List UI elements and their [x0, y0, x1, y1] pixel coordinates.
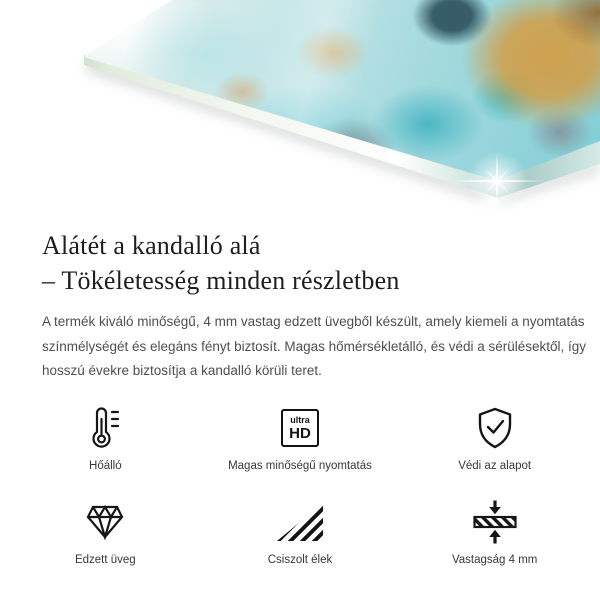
feature-protects-base — [397, 402, 592, 472]
features-grid — [8, 402, 592, 566]
shield-check-icon — [477, 402, 513, 454]
thickness-press-icon — [472, 496, 518, 548]
product-description — [42, 310, 586, 384]
polished-edges-icon — [277, 496, 323, 548]
description-line: hosszú évekre biztosítja a kandalló körüli teret. — [42, 363, 322, 378]
diamond-icon — [85, 496, 125, 548]
thermometer-icon — [88, 402, 122, 454]
feature-polished-edges — [203, 496, 398, 566]
uhd-badge-top-text: ultra — [290, 414, 310, 425]
feature-label: Magas minőségű nyomtatás — [228, 460, 372, 472]
feature-heat-resistant — [8, 402, 203, 472]
title-line-2: – Tökéletesség minden részletben — [42, 266, 400, 295]
feature-tempered-glass — [8, 496, 203, 566]
page-title — [42, 228, 400, 298]
title-line-1: Alátét a kandalló alá — [42, 231, 261, 260]
product-hero-image — [0, 0, 600, 238]
feature-label: Védi az alapot — [458, 460, 532, 472]
feature-ultra-hd-print — [203, 402, 398, 472]
feature-label: Csiszolt élek — [267, 554, 333, 566]
feature-thickness-4mm — [397, 496, 592, 566]
ultra-hd-badge-icon — [281, 402, 319, 454]
description-line: színmélységét és elegáns fényt biztosít. Magas hőmérsékletálló, és védi a sérülésektől, így — [42, 338, 587, 354]
feature-label: Hőálló — [89, 460, 122, 472]
description-line: A termék kiváló minőségű, 4 mm vastag edzett üvegből készült, amely kiemeli a nyomtatás — [42, 314, 585, 329]
feature-label: Edzett üveg — [74, 554, 136, 566]
uhd-badge-bottom-text: HD — [289, 424, 311, 442]
feature-label: Vastagság 4 mm — [451, 554, 538, 566]
